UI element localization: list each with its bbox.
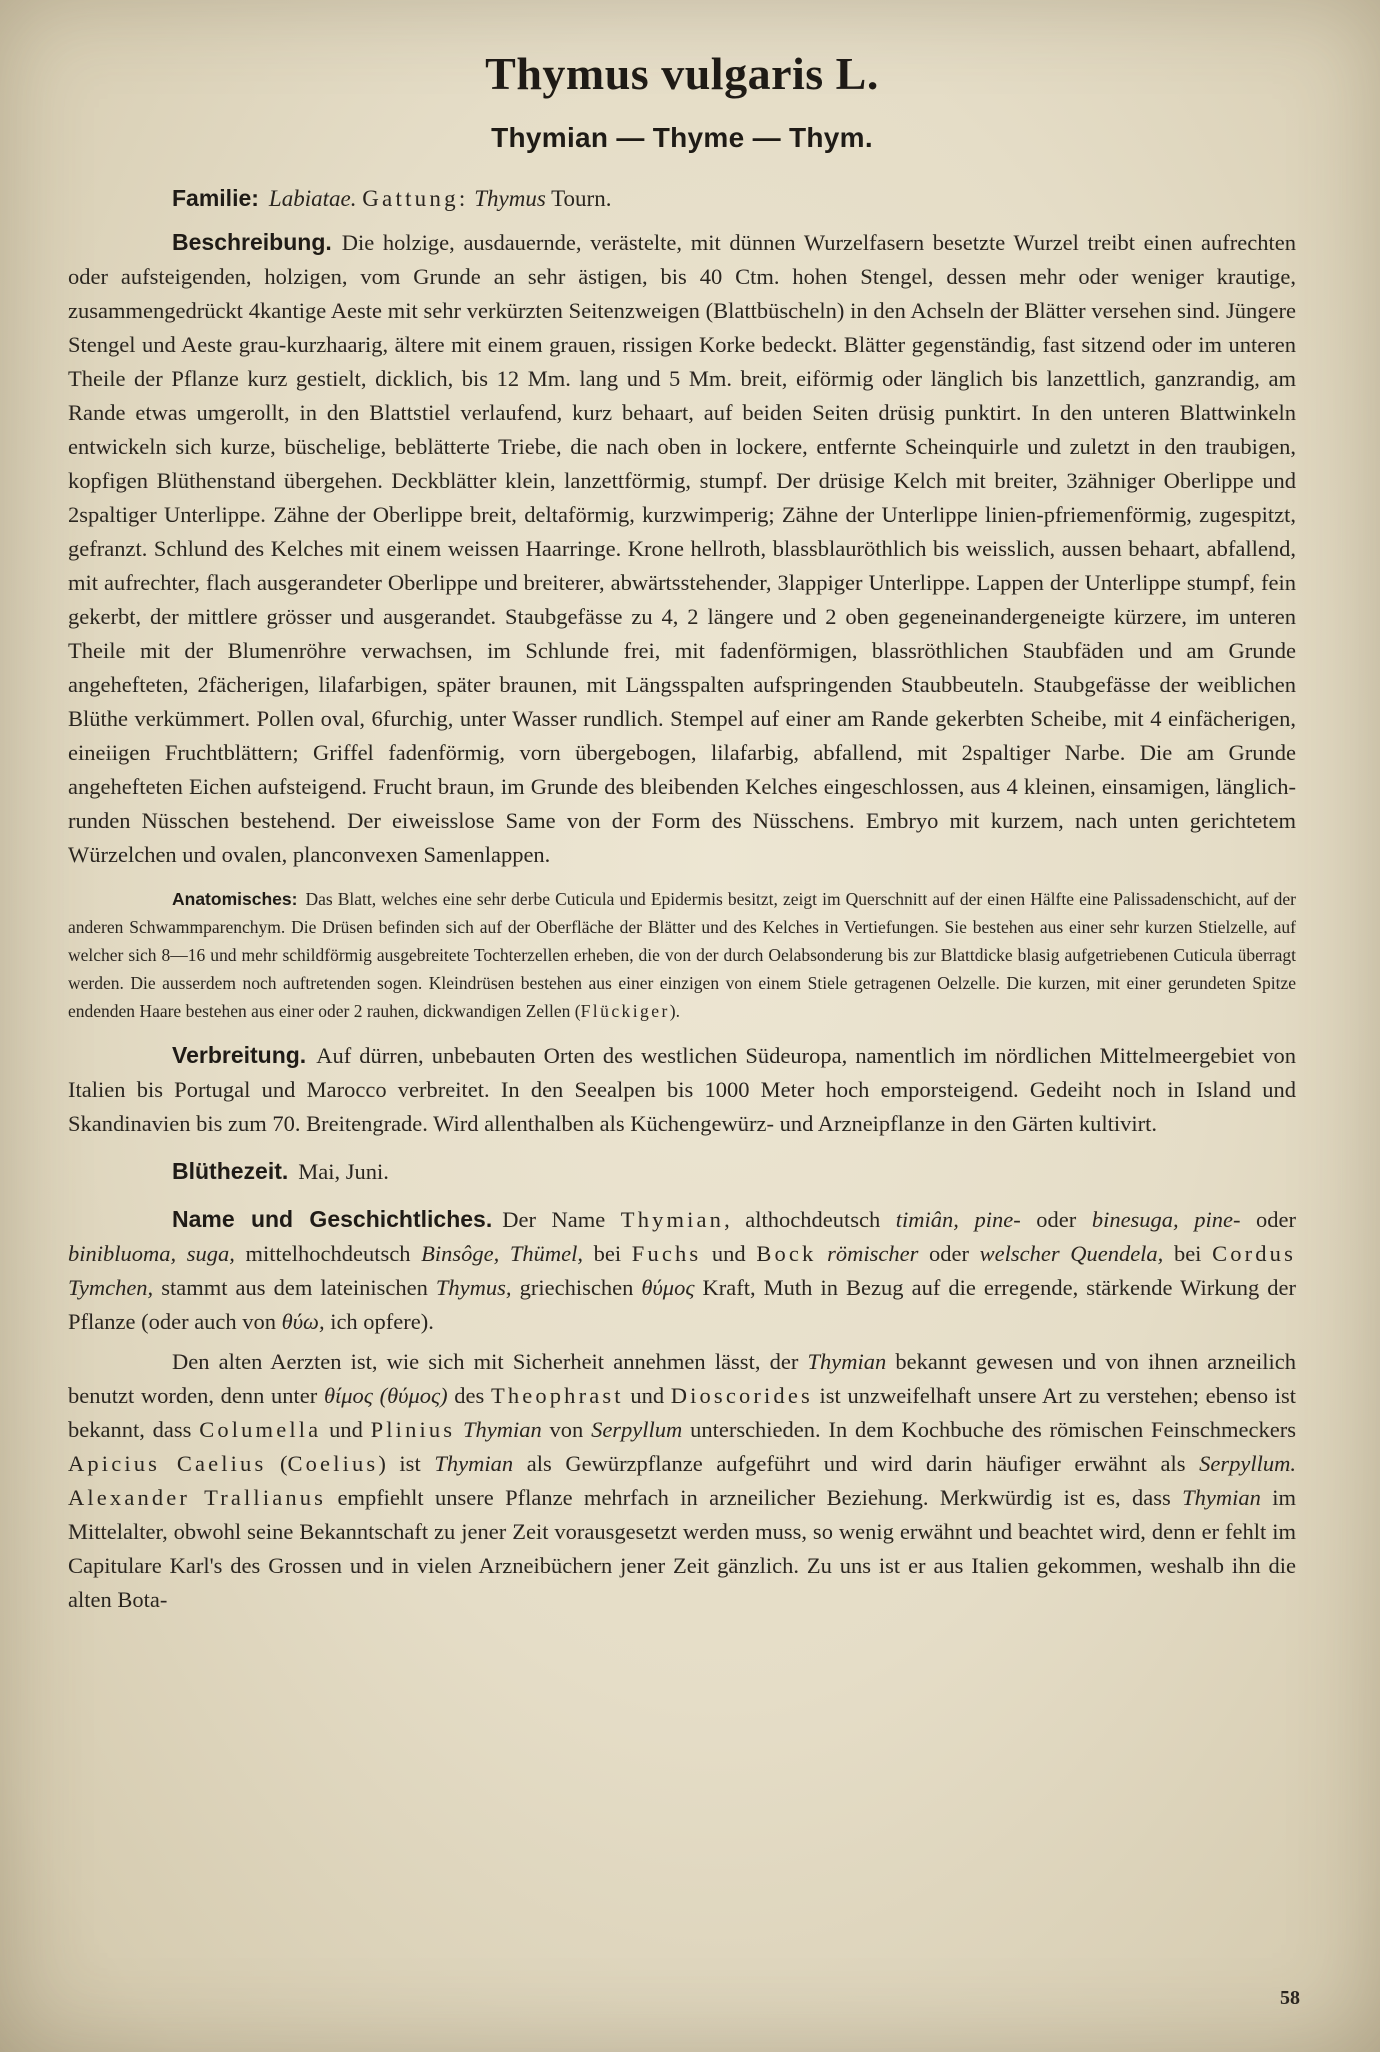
italic-term: römischer [827,1241,919,1266]
spaced-name: Theophrast [490,1383,624,1408]
beschreibung-text [68,230,1296,867]
text-run: mittelhochdeutsch [234,1241,422,1266]
italic-term: Binsôge, Thümel, [421,1241,584,1266]
beschreibung-paragraph [68,225,1296,872]
text-run: Mai, Juni. [298,1159,389,1184]
text-run: oder [1020,1207,1092,1232]
page-subtitle: Thymian — Thyme — Thym. [491,122,873,153]
bluethezeit-text [298,1159,389,1184]
anatomisches-paragraph [68,885,1296,1025]
familie-text [269,186,612,211]
spaced-name: Columella [199,1417,322,1442]
text-run: Auf dürren, unbebauten Orten des westlichen Südeuropa, namentlich im nördlichen Mittelmeergebiet von Italien bis Portugal und Marocco verbreitet. In den Seealpen bis 1000 Meter hoch emporsteigend. Gedeiht noch in Island und Skandinavien bis zum 70. Breitengrade. Wird allenthalben als Küchengewürz- und Arzneipflanze in den Gärten kultivirt. [68,1043,1296,1136]
page-title: Thymus vulgaris L. [485,48,879,99]
text-run: oder [1240,1207,1297,1232]
spaced-name: Bock [756,1241,817,1266]
text-run: griechischen [511,1275,642,1300]
spaced-name: Coelius [287,1451,379,1476]
text-run: Der Name [502,1207,621,1232]
family-genus-line [172,180,1296,217]
text-run: ( [266,1451,288,1476]
text-run: als Gewürzpflanze aufgeführt und wird darin häufiger erwähnt als [513,1451,1200,1476]
italic-term: Thymian [807,1349,887,1374]
text-run: Kraft, Muth in Bezug auf die erregende, stärkende Wirkung der Pflanze (oder auch von [68,1275,1297,1334]
text-run: bei [1163,1241,1213,1266]
spaced-name: Dioscorides [670,1383,813,1408]
name-geschichte-paragraph [68,1202,1296,1339]
italic-term: Labiatae. [268,186,357,211]
text-run: des [447,1383,491,1408]
text-run: bekannt gewesen und von ihnen arzneilich benutzt worden, denn unter [68,1349,1297,1408]
italic-term: Thymian [1182,1485,1261,1510]
spaced-name: Cordus [1212,1241,1296,1266]
text-run: ich opfere). [324,1309,434,1334]
text-run: ) ist [378,1451,435,1476]
text-run: Tourn. [545,186,612,211]
verbreitung-heading: Verbreitung. [172,1042,307,1068]
text-run: bei [583,1241,632,1266]
content-body [68,225,1296,1617]
verbreitung-paragraph [68,1038,1296,1141]
italic-term: binibluoma, suga, [68,1241,235,1266]
text-run [455,1417,463,1442]
anatomisches-heading: Anatomisches: [172,889,298,909]
text-run: empfiehlt unsere Pflanze mehrfach in arzneilicher Beziehung. Merkwürdig ist es, dass [326,1485,1183,1510]
italic-term: θύμος [641,1275,695,1300]
italic-term: Thymian [434,1451,514,1476]
text-run: stammt aus dem lateinischen [153,1275,436,1300]
spaced-name: Flückiger [580,1001,670,1021]
name-geschichte-heading: Name und Geschichtliches. [172,1206,493,1232]
text-run: und [701,1241,757,1266]
italic-term: θίμος (θύμος) [323,1383,448,1408]
text-run: von [541,1417,592,1442]
italic-term: Thymus [474,186,546,211]
bluethezeit-heading: Blüthezeit. [172,1158,289,1184]
text-run [816,1241,827,1266]
page-number: 58 [1280,1987,1300,2009]
text-run: ist unzweifelhaft unsere Art zu verstehen; ebenso ist bekannt, dass [68,1383,1297,1442]
spaced-name: Alexander Trallianus [68,1485,327,1510]
text-run: ). [669,1001,680,1021]
spaced-name: Apicius Caelius [68,1451,267,1476]
italic-term: Tymchen, [68,1275,154,1300]
beschreibung-heading: Beschreibung. [172,229,332,255]
italic-term: timiân, pine- [895,1207,1021,1232]
text-run: und [623,1383,671,1408]
italic-term: Serpyllum. [1199,1451,1296,1476]
bluethezeit-paragraph [68,1154,1296,1189]
geschichte-continuation-text [68,1349,1296,1612]
geschichte-continuation-paragraph [68,1345,1296,1617]
italic-term: Thymian [462,1417,542,1442]
italic-term: Serpyllum [591,1417,683,1442]
text-run: Den alten Aerzten ist, wie sich mit Sicherheit annehmen lässt, der [172,1349,808,1374]
italic-term: binesuga, pine- [1091,1207,1241,1232]
italic-term: Thymus, [435,1275,512,1300]
text-run: unterschieden. In dem Kochbuche des römischen Feinschmeckers [682,1417,1297,1442]
familie-label: Familie: [172,185,259,211]
italic-term: welscher Quendela, [979,1241,1164,1266]
spaced-name: Plinius [370,1417,456,1442]
text-run: oder [918,1241,980,1266]
page-header [68,44,1296,158]
text-run: , althochdeutsch [724,1207,896,1232]
text-run: und [321,1417,371,1442]
spaced-name: Thymian [620,1207,725,1232]
text-run: Das Blatt, welches eine sehr derbe Cuticula und Epidermis besitzt, zeigt im Querschnitt auf der einen Hälfte eine Palissadenschicht, auf der anderen Schwammparenchym. Die Drüsen befinden sich auf der Oberfläche der Blätter und des Kelches in Vertiefungen. Sie bestehen aus einer sehr kurzen Stielzelle, auf welcher sich 8—16 und mehr schildförmig ausgebreitete Tochterzellen erheben, die von der durch Oelabsonderung bis zur Blattdicke blasig aufgetriebenen Cuticula überragt werden. Die ausserdem noch auftretenden sogen. Kleindrüsen bestehen aus einer einzigen von einem Stiele getragenen Oelzelle. Die kurzen, mit einer gerundeten Spitze endenden Haare bestehen aus einer oder 2 rauhen, dickwandigen Zellen ( [68,889,1296,1021]
text-run: Die holzige, ausdauernde, verästelte, mit dünnen Wurzelfasern besetzte Wurzel treibt einen aufrechten oder aufsteigenden, holzigen, vom Grunde an sehr ästigen, bis 40 Ctm. hohen Stengel, dessen mehr oder weniger krautige, zusammengedrückt 4kantige Aeste mit sehr verkürzten Seitenzweigen (Blattbüscheln) in den Achseln der Blätter versehen sind. Jüngere Stengel und Aeste grau-kurzhaarig, ältere mit einem grauen, rissigen Korke bedeckt. Blätter gegenständig, fast sitzend oder im unteren Theile der Pflanze kurz gestielt, dicklich, bis 12 Mm. lang und 5 Mm. breit, eiförmig oder länglich bis lanzettlich, ganzrandig, am Rande etwas umgerollt, in den Blattstiel verlaufend, kurz behaart, auf beiden Seiten drüsig punktirt. In den unteren Blattwinkeln entwickeln sich kurze, büschelige, beblätterte Triebe, die nach oben in lockere, entfernte Scheinquirle und zuletzt in den traubigen, kopfigen Blüthenstand übergehen. Deckblätter klein, lanzettförmig, stumpf. Der drüsige Kelch mit breiter, 3zähniger Oberlippe und 2spaltiger Unterlippe. Zähne der Oberlippe breit, deltaförmig, kurzwimperig; Zähne der Unterlippe linien-pfriemenförmig, zugespitzt, gefranzt. Schlund des Kelches mit einem weissen Haarringe. Krone hellroth, blassblauröthlich bis weisslich, aussen behaart, abfallend, mit aufrechter, flach ausgerandeter Oberlippe und breiterer, abwärtsstehender, 3lappiger Unterlippe. Lappen der Unterlippe stumpf, fein gekerbt, der mittlere grösser und ausgerandet. Staubgefässe zu 4, 2 längere und 2 oben gegeneinandergeneigte kürzere, im unteren Theile mit der Blumenröhre verwachsen, im Schlunde frei, mit fadenförmigen, blassröthlichen Staubfäden und am Grunde angehefteten, 2fächerigen, lilafarbigen, später braunen, mit Längsspalten aufspringenden Staubbeuteln. Staubgefässe der weiblichen Blüthe verkümmert. Pollen oval, 6furchig, unter Wasser rundlich. Stempel auf einer am Rande gekerbten Scheibe, mit 4 einfächerigen, eineiigen Fruchtblättern; Griffel fadenförmig, vorn übergebogen, lilafarbig, abfallend, mit 2spaltiger Narbe. Die am Grunde angehefteten Eichen aufsteigend. Frucht braun, im Grunde des bleibenden Kelches eingeschlossen, aus 4 kleinen, einsamigen, länglich-runden Nüsschen bestehend. Der eiweisslose Same von der Form des Nüsschens. Embryo mit kurzem, nach unten gerichtetem Würzelchen und ovalen, planconvexen Samenlappen. [68,230,1296,867]
spaced-name: Fuchs [631,1241,702,1266]
italic-term: θύω, [281,1309,325,1334]
text-run: im Mittelalter, obwohl seine Bekanntschaft zu jener Zeit vorausgesetzt werden muss, so wenig erwähnt und beachtet wird, denn er fehlt im Capitulare Karl's des Grossen und in vielen Arzneibüchern jener Zeit gänzlich. Zu uns ist er aus Italien gekommen, weshalb ihn die alten Bota- [68,1485,1296,1612]
spaced-name: Gattung: [362,186,469,211]
